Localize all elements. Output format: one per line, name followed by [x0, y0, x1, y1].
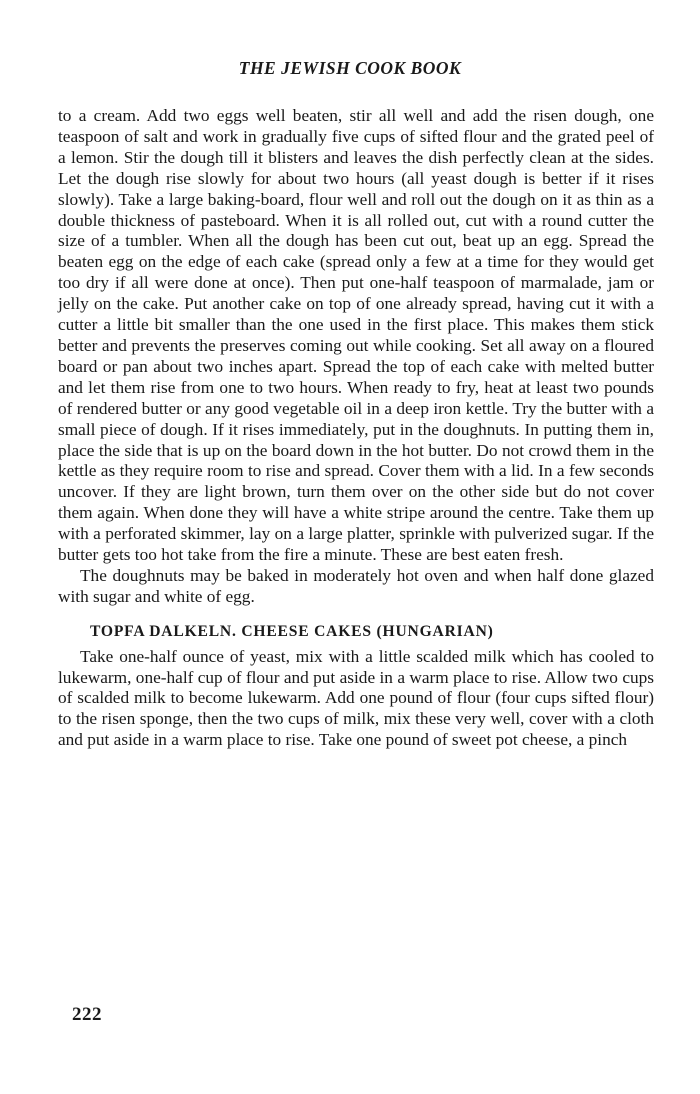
- section-heading: TOPFA DALKELN. CHEESE CAKES (HUNGARIAN): [90, 622, 494, 640]
- continued-paragraph: to a cream. Add two eggs well beaten, stir all well and add the risen dough, one teaspoon of salt and work in gradually five cups of sifted flour and the grated peel of a lemon. Stir the dough till it blisters and leaves the dish perfectly clean at the sides. Let the dough rise slowly for about two hours (all yeast dough is better if it rises slowly). Take a large baking-board, flour well and roll out the dough on it as thin as a double thickness of pasteboard. When it is all rolled out, cut with a round cutter the size of a tumbler. When all the dough has been cut out, beat up an egg. Spread the beaten egg on the edge of each cake (spread only a few at a time for they would get too dry if all were done at once). Then put one-half teaspoon of marmalade, jam or jelly on the cake. Put another cake on top of one already spread, having cut it with a cutter a little bit smaller than the one used in the first place. This makes them stick better and prevents the preserves coming out while cooking. Set all away on a floured board or pan about two inches apart. Spread the top of each cake with melted butter and let them rise from one to two hours. When ready to fry, heat at least two pounds of rendered butter or any good vegetable oil in a deep iron kettle. Try the butter with a small piece of dough. If it rises immediately, put in the doughnuts. In putting them in, place the side that is up on the board down in the hot butter. Do not crowd them in the kettle as they require room to rise and spread. Cover them with a lid. In a few seconds uncover. If they are light brown, turn them over on the other side but do not cover them again. When done they will have a white stripe around the centre. Take them up with a perforated skimmer, lay on a large platter, sprinkle with pulverized sugar. If the butter gets too hot take from the fire a minute. These are best eaten fresh.: [58, 106, 654, 565]
- cheese-cakes-paragraph: Take one-half ounce of yeast, mix with a little scalded milk which has cooled to lukewarm, one-half cup of flour and put aside in a warm place to rise. Allow two cups of scalded milk to become lukewarm. Add one pound of flour (four cups sifted flour) to the risen sponge, then the two cups of milk, mix these very well, cover with a cloth and put aside in a warm place to rise. Take one pound of sweet pot cheese, a pinch: [58, 646, 654, 750]
- baked-variant-paragraph: The doughnuts may be baked in moderately hot oven and when half done glazed with sugar and white of egg.: [58, 565, 654, 606]
- page-text-block: [58, 106, 654, 751]
- running-head: THE JEWISH COOK BOOK: [238, 58, 462, 78]
- page-number: 222: [72, 1004, 102, 1025]
